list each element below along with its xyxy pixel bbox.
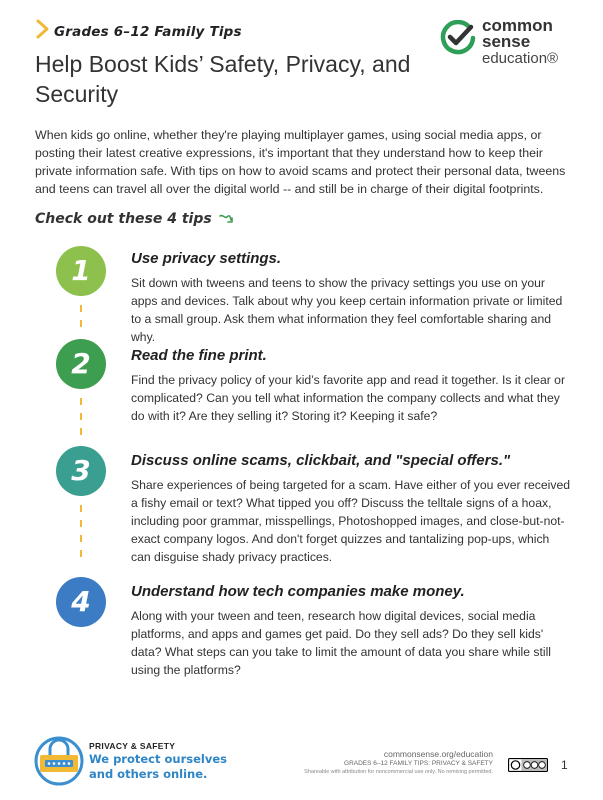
tips-heading — [35, 211, 235, 227]
tip-body: Along with your tween and teen, research how digital devices, social media platforms, and apps and games get paid. Do they sell ads? Do they sell kids' data? What steps can you take to limit the amount of data you share while still using the platforms? — [131, 609, 552, 677]
footer-slogan: We protect ourselves and others online. — [89, 752, 227, 781]
footer-license: Shareable with attribution for noncommercial use only. No remixing permitted. — [304, 769, 493, 775]
footer-category: PRIVACY & SAFETY — [89, 741, 176, 751]
timeline-connector — [80, 398, 82, 443]
tip-title: Use privacy settings. — [131, 250, 282, 267]
logo-text-line2: sense — [482, 32, 531, 51]
tip-title: Understand how tech companies make money. — [131, 583, 465, 600]
logo-text-line3: education® — [482, 50, 559, 67]
tip-number-badge: 3 — [56, 446, 106, 496]
tips-heading-text: Check out these 4 tips — [35, 211, 212, 227]
tip-title: Read the fine print. — [131, 347, 267, 364]
tip-number-badge: 2 — [56, 339, 106, 389]
common-sense-logo — [440, 18, 580, 68]
tip-number-badge: 1 — [56, 246, 106, 296]
tip-title: Discuss online scams, clickbait, and "special offers." — [131, 452, 511, 469]
lock-icon — [34, 736, 84, 786]
tip-body: Sit down with tweens and teens to show the privacy settings you use on your apps and devices. Talk about why you keep certain information private or limited to a small group. Ask them what information they feel comfortable sharing and why. — [131, 276, 563, 344]
grade-label: Grades 6–12 Family Tips — [54, 24, 242, 40]
page-number: 1 — [561, 758, 568, 772]
footer-url[interactable]: commonsense.org/education — [383, 749, 493, 759]
timeline-connector — [80, 505, 82, 565]
chevron-right-icon — [35, 18, 51, 40]
footer-grade-line: GRADES 6–12 FAMILY TIPS: PRIVACY & SAFETY — [344, 760, 493, 767]
tip-body: Share experiences of being targeted for a scam. Have either of you ever received a fishy email or text? What tipped you off? Discuss the telltale signs of a hoax, including poor grammar, misspellings, Photoshopped images, and close-but-not-exact company logos. And don't forget quizzes and tantalizing pop-ups, which can disguise shady privacy practices. — [131, 478, 570, 564]
timeline-connector — [80, 305, 82, 335]
tip-body: Find the privacy policy of your kid’s favorite app and read it together. Is it clear or complicated? Can you tell what information the company collects and what they do with it? Are they selling it? Storing it? Keeping it safe? — [131, 373, 566, 423]
intro-paragraph: When kids go online, whether they're playing multiplayer games, using social media apps, or posting their latest creative expressions, it's important that they understand how to keep their private information safe. With tips on how to avoid scams and protect their personal data, tweens and teens can travel all over the digital world -- and still be in charge of their digital footprints. — [35, 128, 566, 196]
tip-number-badge: 4 — [56, 577, 106, 627]
page-title: Help Boost Kids’ Safety, Privacy, and Security — [35, 51, 411, 107]
cc-license-icon — [508, 758, 548, 772]
check-circle-icon — [440, 20, 476, 56]
curly-arrow-icon — [219, 213, 235, 225]
logo-text-line1: common — [482, 16, 553, 35]
